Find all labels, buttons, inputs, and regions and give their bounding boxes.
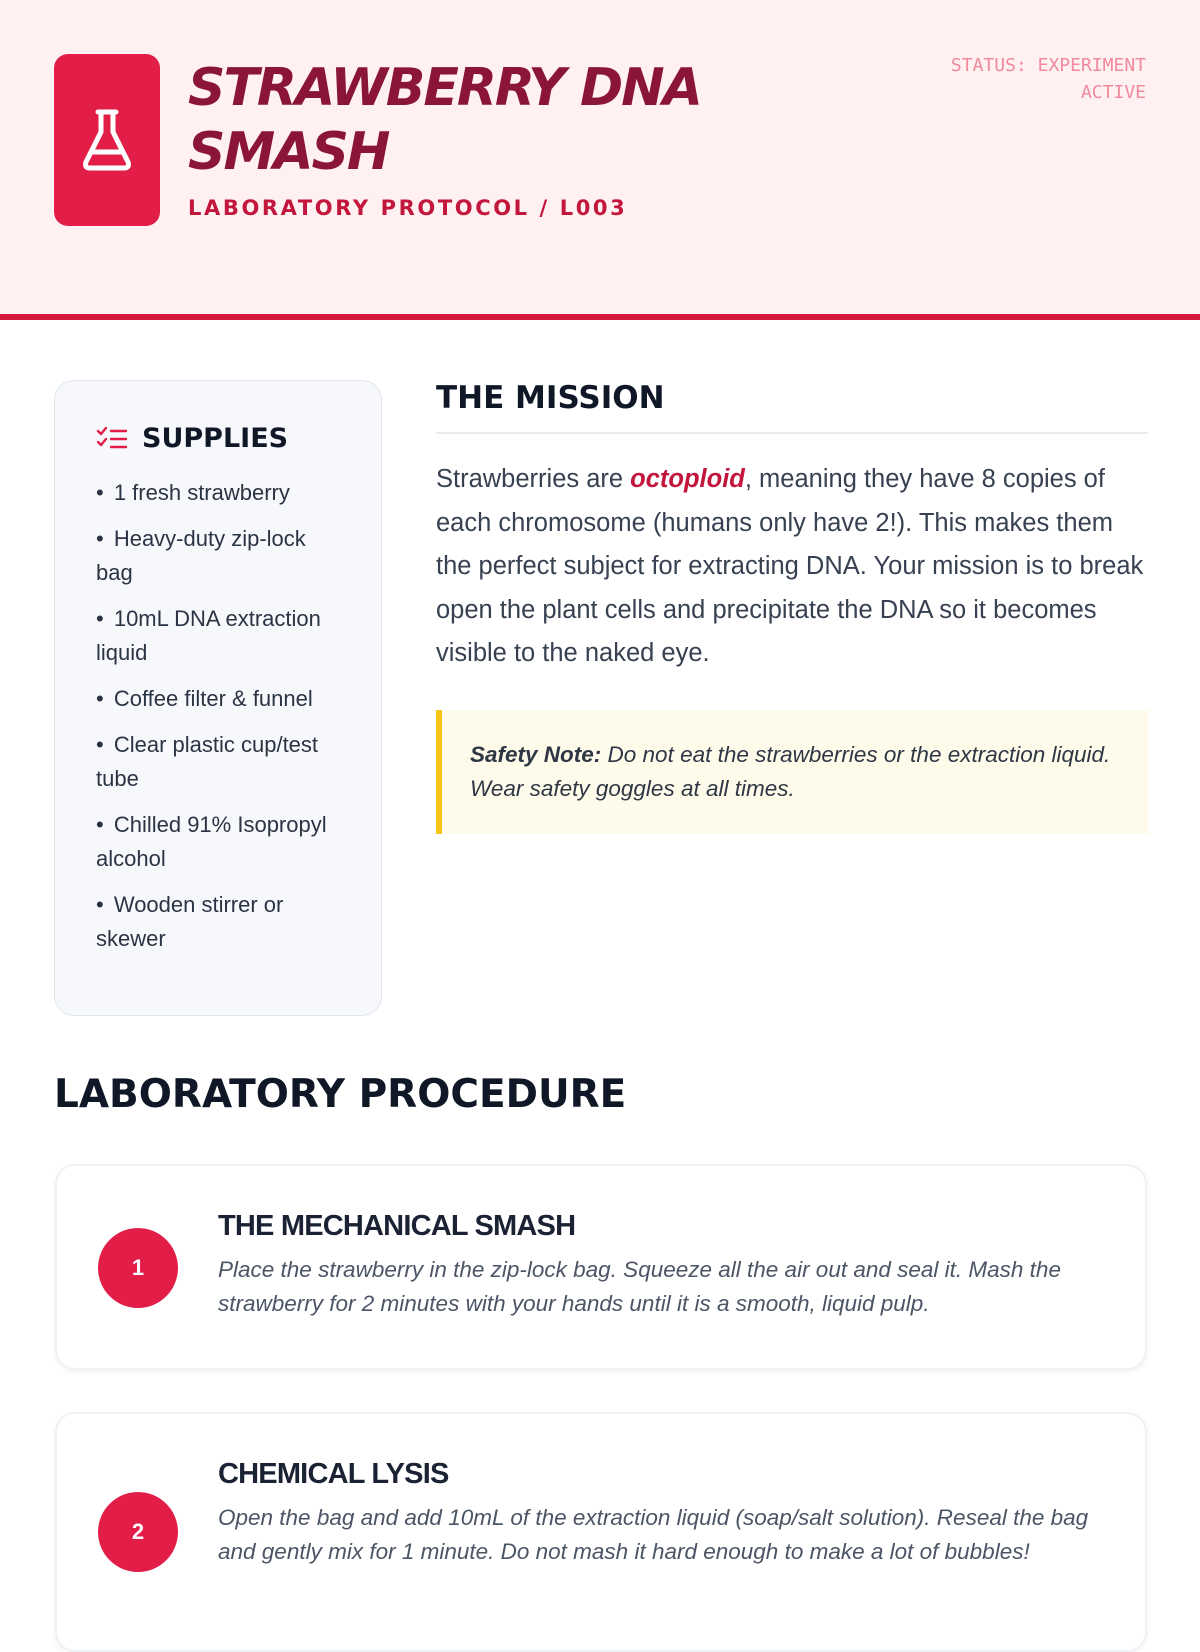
step-title: CHEMICAL LYSIS	[218, 1458, 449, 1490]
flask-icon	[81, 108, 133, 172]
supply-item-label: Wooden stirrer or skewer	[96, 892, 284, 951]
supply-item	[96, 728, 343, 796]
page-header	[0, 0, 1200, 320]
supply-item-label: Clear plastic cup/test tube	[96, 732, 319, 791]
bullet: •	[96, 526, 104, 551]
supply-item-label: Chilled 91% Isopropyl alcohol	[96, 812, 327, 871]
supply-item-label: Coffee filter & funnel	[113, 686, 313, 711]
checklist-icon	[96, 426, 128, 452]
supply-item	[96, 522, 343, 590]
step-number-badge: 2	[98, 1492, 178, 1572]
mission-text	[436, 458, 1148, 676]
page-title: STRAWBERRY DNA SMASH	[188, 58, 701, 182]
supply-item	[96, 602, 343, 670]
mission-text-rest: , meaning they have 8 copies of each chromosome (humans only have 2!). This makes them the perfect subject for extracting DNA. Your mission is to break open the plant cells and precipitate the DNA so it becomes visible to the naked eye.	[436, 465, 1144, 667]
bullet: •	[96, 480, 104, 505]
supply-item-label: 1 fresh strawberry	[113, 480, 290, 505]
status-label: STATUS: EXPERIMENT ACTIVE	[950, 55, 1146, 103]
bullet: •	[96, 892, 104, 917]
supply-item-label: Heavy-duty zip-lock bag	[96, 526, 306, 585]
step-number-badge: 1	[98, 1228, 178, 1308]
step-description: Open the bag and add 10mL of the extraction liquid (soap/salt solution). Reseal the bag and gently mix for 1 minute. Do not mash it hard enough to make a lot of bubbles!	[218, 1505, 1089, 1564]
supplies-list	[96, 476, 343, 956]
bullet: •	[96, 686, 104, 711]
step-title: THE MECHANICAL SMASH	[218, 1210, 576, 1242]
step-description: Place the strawberry in the zip-lock bag. Squeeze all the air out and seal it. Mash the strawberry for 2 minutes with your hands until it is a smooth, liquid pulp.	[218, 1257, 1061, 1316]
step-card	[55, 1164, 1147, 1370]
step-body	[218, 1210, 1095, 1321]
procedure-title: LABORATORY PROCEDURE	[54, 1072, 627, 1117]
step-card	[55, 1412, 1147, 1652]
safety-note-label: Safety Note:	[470, 741, 602, 767]
safety-note	[436, 710, 1148, 834]
protocol-subtitle: LABORATORY PROTOCOL / L003	[188, 196, 628, 220]
bullet: •	[96, 606, 104, 631]
supplies-card	[54, 380, 382, 1016]
mission-title: THE MISSION	[436, 380, 1148, 434]
octoploid-highlight: octoploid	[630, 465, 745, 493]
supply-item-label: 10mL DNA extraction liquid	[96, 606, 321, 665]
supplies-title: SUPPLIES	[142, 423, 289, 454]
bullet: •	[96, 732, 104, 757]
supply-item	[96, 888, 343, 956]
logo-badge	[54, 54, 160, 226]
supply-item	[96, 682, 343, 716]
safety-note-text: Do not eat the strawberries or the extraction liquid. Wear safety goggles at all times.	[470, 741, 1111, 801]
supply-item	[96, 476, 343, 510]
supplies-header	[96, 423, 343, 454]
step-body	[218, 1458, 1095, 1569]
mission-section	[436, 380, 1148, 834]
mission-text-start: Strawberries are	[436, 465, 631, 493]
bullet: •	[96, 812, 104, 837]
supply-item	[96, 808, 343, 876]
